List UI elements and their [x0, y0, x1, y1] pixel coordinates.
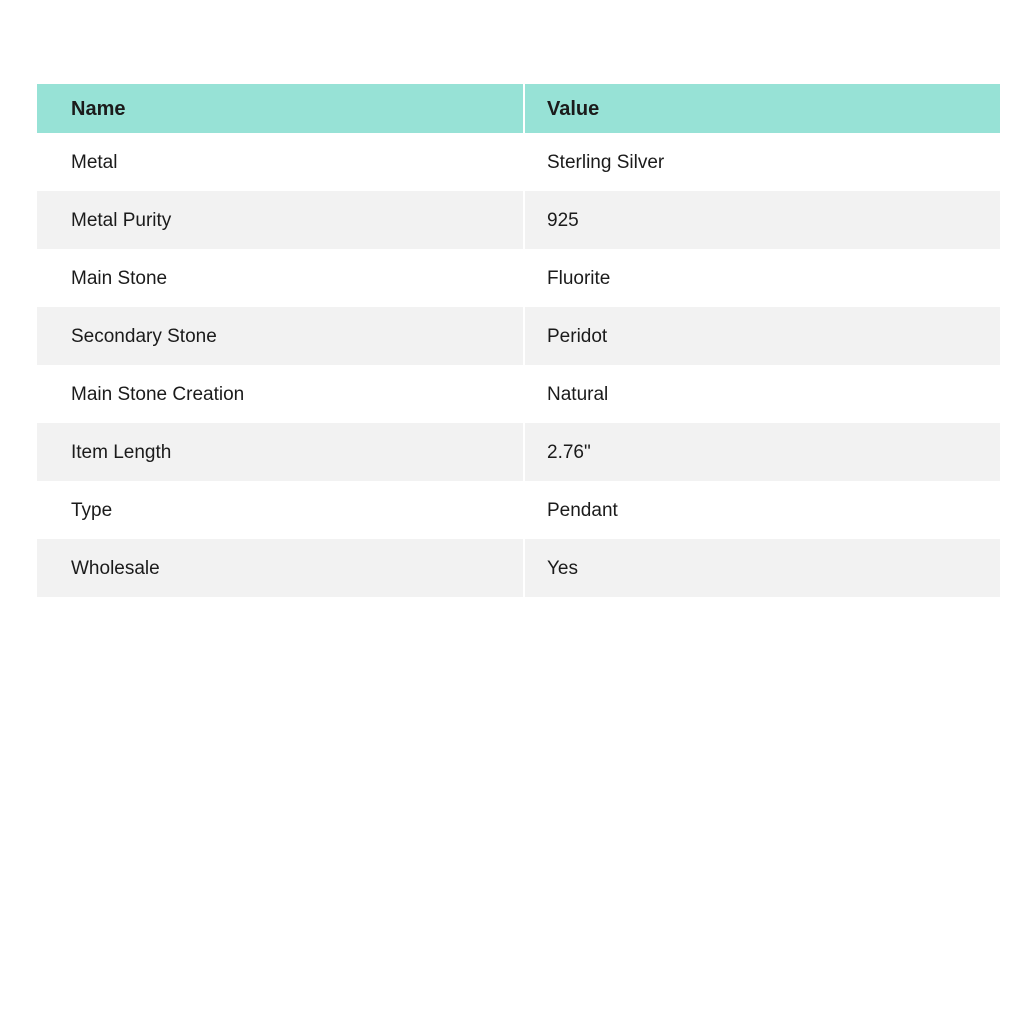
- row-name-cell: Type: [71, 499, 113, 521]
- table-row: [37, 365, 1000, 423]
- row-name-cell: Main Stone Creation: [71, 383, 245, 405]
- row-value-cell: Sterling Silver: [523, 133, 1000, 191]
- row-name-cell: Main Stone: [71, 267, 168, 289]
- product-spec-table: [37, 84, 1000, 597]
- table-row: [37, 481, 1000, 539]
- table-row: [37, 133, 1000, 191]
- table-row: [37, 307, 1000, 365]
- row-name-cell: Secondary Stone: [71, 325, 217, 347]
- row-name-cell: Item Length: [71, 441, 172, 463]
- row-value-cell: Pendant: [523, 481, 1000, 539]
- row-name-cell: Wholesale: [71, 557, 160, 579]
- row-value-cell: Fluorite: [523, 249, 1000, 307]
- header-cell-value: Value: [523, 84, 1000, 133]
- header-cell-name: Name: [37, 84, 523, 133]
- row-value-cell: Natural: [523, 365, 1000, 423]
- row-value-cell: 2.76": [523, 423, 1000, 481]
- table-row: [37, 191, 1000, 249]
- table-row: [37, 249, 1000, 307]
- row-value-cell: Peridot: [523, 307, 1000, 365]
- row-name-cell: Metal: [71, 151, 118, 173]
- table-row: [37, 423, 1000, 481]
- row-value-cell: 925: [523, 191, 1000, 249]
- table-header-row: [37, 84, 1000, 133]
- row-value-cell: Yes: [523, 539, 1000, 597]
- row-name-cell: Metal Purity: [71, 209, 172, 231]
- table-row: [37, 539, 1000, 597]
